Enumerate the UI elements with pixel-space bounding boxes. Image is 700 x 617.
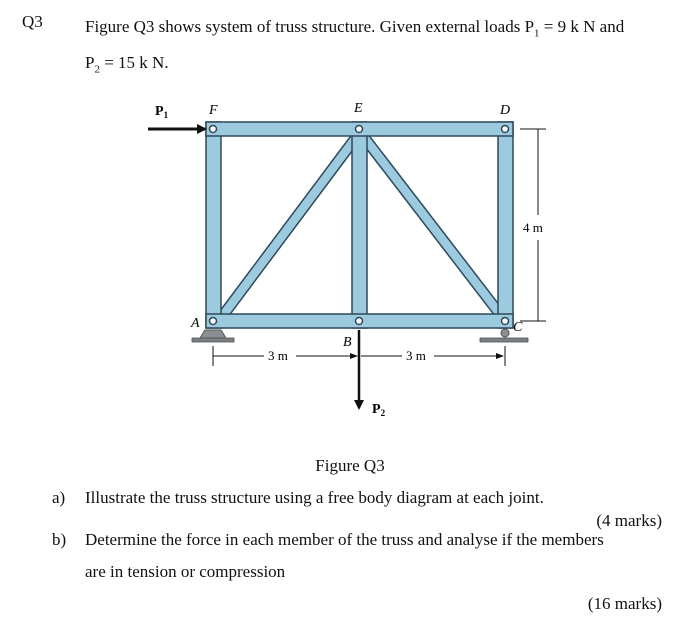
member-ae bbox=[214, 129, 364, 325]
part-b-marks: (16 marks) bbox=[587, 594, 662, 613]
pin-e bbox=[356, 126, 363, 133]
question-number: Q3 bbox=[22, 12, 43, 31]
member-fa bbox=[206, 122, 221, 328]
pin-c bbox=[502, 318, 509, 325]
pin-a bbox=[210, 318, 217, 325]
label-p2: $P_2$ bbox=[372, 402, 386, 418]
label-d: D bbox=[500, 103, 511, 118]
member-ec bbox=[356, 129, 510, 325]
figure-caption: Figure Q3 bbox=[315, 456, 385, 475]
question-line-1: Figure Q3 shows system of truss structure. Given external loads $P_1 = 9$ k N and bbox=[85, 17, 625, 40]
part-b-text-2: are in tension or compression bbox=[85, 562, 286, 581]
support-a bbox=[192, 330, 234, 342]
part-a-marks: (4 marks) bbox=[596, 511, 662, 530]
member-eb bbox=[352, 122, 367, 328]
dim-left-label: 3 m bbox=[268, 348, 288, 363]
truss-members bbox=[206, 122, 513, 328]
part-a-letter: a) bbox=[52, 488, 66, 507]
pin-b bbox=[356, 318, 363, 325]
pin-d bbox=[502, 126, 509, 133]
label-b: B bbox=[343, 335, 352, 350]
dim-right-label: 3 m bbox=[406, 348, 426, 363]
load-p1 bbox=[148, 104, 205, 129]
dim-height-label: 4 m bbox=[523, 220, 543, 235]
part-b-letter: b) bbox=[52, 530, 67, 549]
label-e: E bbox=[354, 101, 363, 116]
label-c: C bbox=[513, 320, 523, 335]
label-f: F bbox=[209, 103, 218, 118]
question-line-2: $P_2 = 15$ k N. bbox=[85, 53, 169, 76]
part-b-text: Determine the force in each member of the truss and analyse if the members bbox=[85, 530, 604, 549]
part-a-text: Illustrate the truss structure using a free body diagram at each joint. bbox=[85, 488, 544, 507]
member-dc bbox=[498, 122, 513, 328]
load-p2 bbox=[359, 330, 386, 418]
pin-f bbox=[210, 126, 217, 133]
label-a: A bbox=[191, 316, 200, 331]
label-p1: $P_1$ bbox=[155, 104, 169, 120]
